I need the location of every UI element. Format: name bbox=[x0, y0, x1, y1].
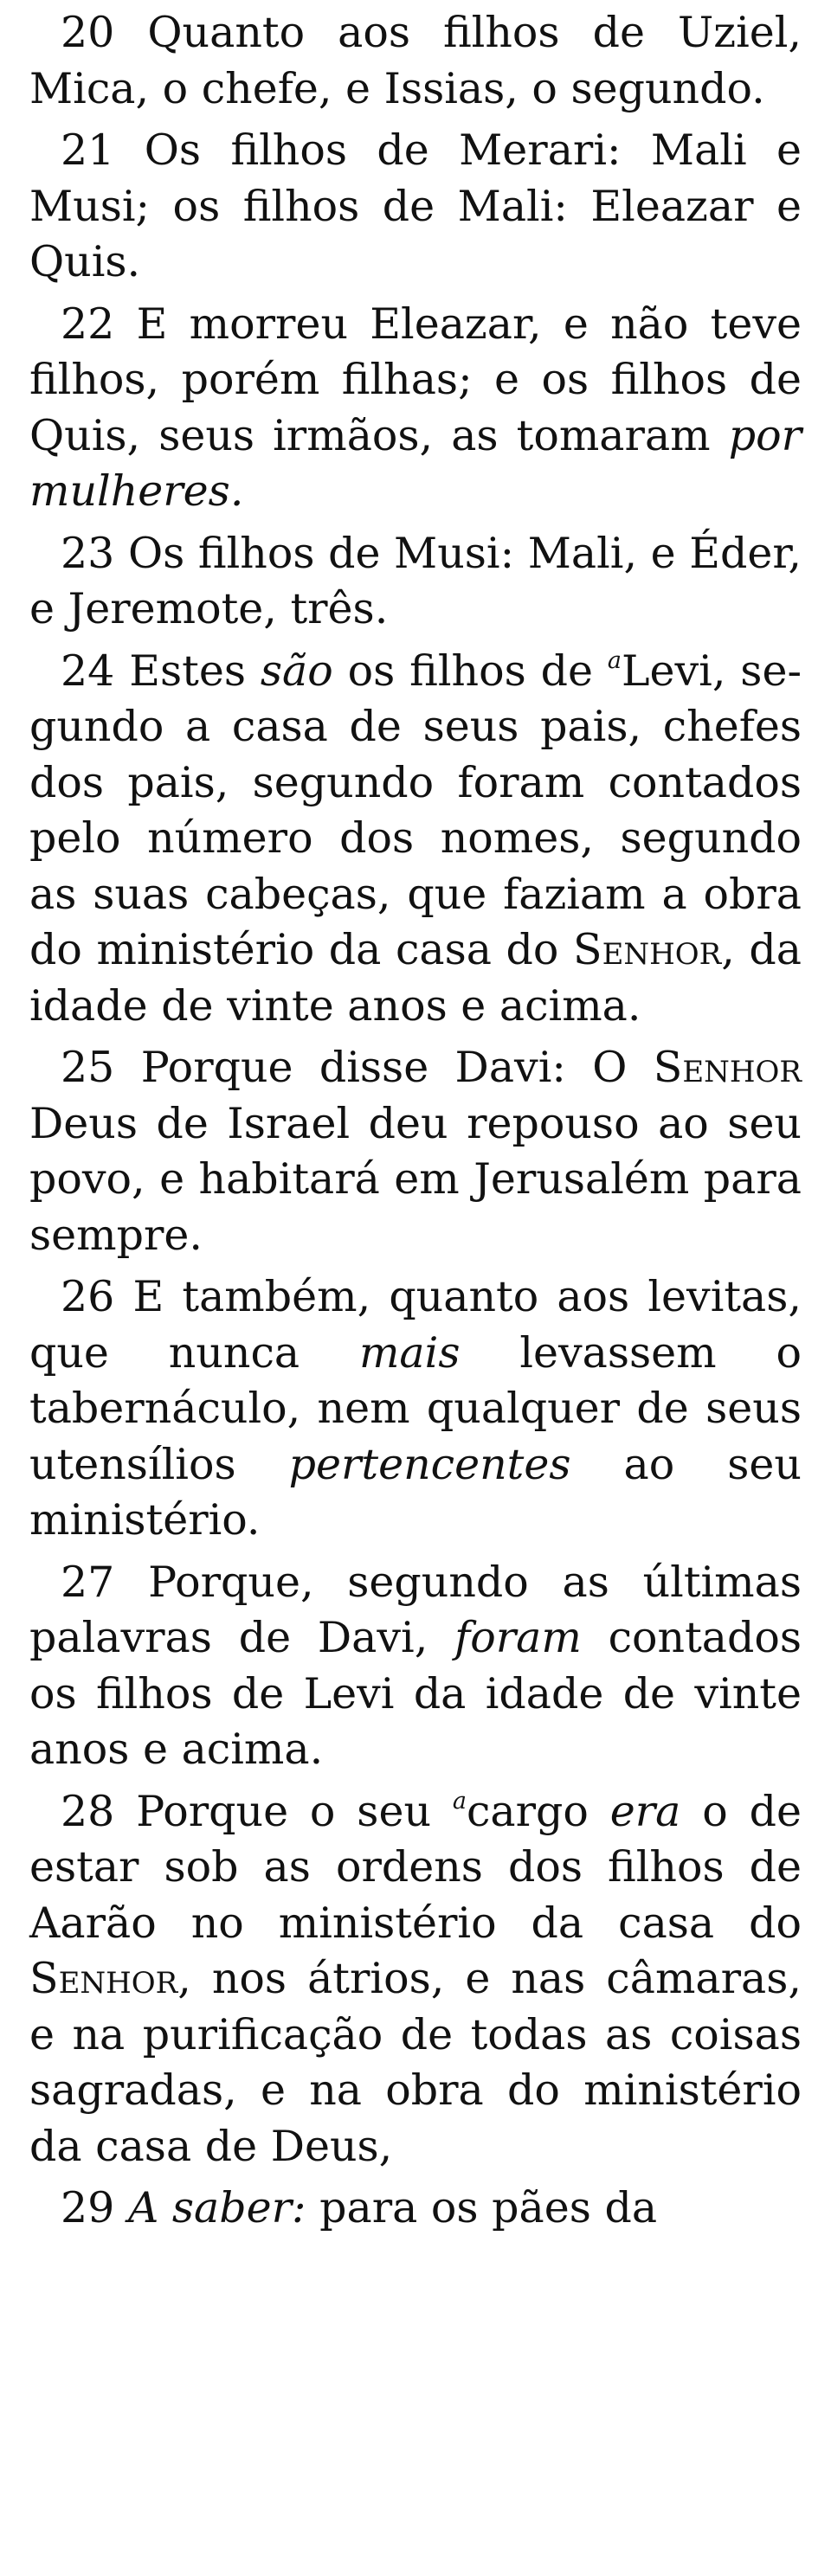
italic-supplied-words: por mulheres. bbox=[29, 410, 802, 516]
verse-text: Os filhos de Merari: Mali e Musi; os filhos de Mali: Eleazar e Quis. bbox=[29, 125, 802, 286]
verse-text: Quanto aos filhos de Uziel, Mica, o chefe, e Issias, o segundo. bbox=[29, 8, 802, 113]
lord-small-caps: Senhor bbox=[573, 925, 722, 974]
verse-text: Porque disse Davi: O bbox=[140, 1043, 654, 1092]
verse-number: 21 bbox=[61, 125, 115, 175]
verse-21 bbox=[29, 123, 802, 291]
verse-text: o de estar sob as ordens dos filhos de Aarão no ministério da casa do bbox=[29, 1786, 802, 1948]
italic-supplied-words: mais bbox=[358, 1327, 461, 1378]
verse-number: 29 bbox=[61, 2183, 115, 2232]
verse-22 bbox=[29, 297, 802, 520]
verse-text: contados os filhos de Levi da idade de vinte anos e acima. bbox=[29, 1613, 802, 1774]
lord-small-caps: Senhor bbox=[29, 1954, 178, 2003]
verse-26 bbox=[29, 1269, 802, 1549]
verse-29 bbox=[29, 2181, 802, 2237]
italic-supplied-words: A saber: bbox=[127, 2183, 306, 2232]
verse-25 bbox=[29, 1040, 802, 1263]
verse-text: Estes bbox=[129, 646, 261, 696]
verse-27 bbox=[29, 1555, 802, 1778]
verse-24 bbox=[29, 644, 802, 1035]
lord-small-caps: Senhor bbox=[653, 1043, 802, 1092]
verse-number: 22 bbox=[61, 299, 115, 349]
italic-supplied-words: pertencentes bbox=[288, 1439, 571, 1489]
verse-text: ao seu ministério. bbox=[29, 1439, 802, 1545]
verse-20 bbox=[29, 5, 802, 117]
verse-number: 23 bbox=[61, 528, 115, 578]
verse-text: Deus de Israel deu repouso ao seu povo, e habitará em Jerusalém para sempre. bbox=[29, 1098, 802, 1260]
verse-number: 27 bbox=[61, 1557, 115, 1607]
verse-28 bbox=[29, 1784, 802, 2175]
verse-text: Porque, segundo as últimas palavras de Davi, bbox=[29, 1557, 802, 1662]
verse-text: , nos átrios, e nas câmaras, e na purificação de todas as coisas sagradas, e na obra do ministério da casa de Deus, bbox=[29, 1954, 802, 2171]
verse-text: para os pães da bbox=[306, 2183, 658, 2232]
italic-supplied-words: era bbox=[609, 1786, 681, 1836]
verse-number: 24 bbox=[61, 646, 115, 696]
verse-23 bbox=[29, 526, 802, 638]
verse-text: cargo bbox=[466, 1786, 610, 1836]
verse-number: 28 bbox=[61, 1786, 115, 1836]
italic-supplied-words: foram bbox=[454, 1613, 582, 1662]
verse-number: 20 bbox=[61, 8, 115, 57]
footnote-marker[interactable]: a bbox=[607, 646, 622, 674]
verse-text: levassem o tabernáculo, nem qualquer de seus utensílios bbox=[29, 1327, 802, 1489]
footnote-marker[interactable]: a bbox=[452, 1787, 467, 1815]
verse-text: Os filhos de Musi: Mali, e Éder, e Jeremote, três. bbox=[29, 528, 802, 633]
verse-text: Porque o seu bbox=[136, 1786, 453, 1836]
verse-text: os filhos de bbox=[332, 646, 608, 696]
verse-text: , da idade de vinte anos e acima. bbox=[29, 925, 802, 1031]
italic-supplied-words: são bbox=[260, 646, 333, 696]
verse-text: E também, quanto aos levitas, que nunca bbox=[29, 1272, 802, 1378]
verse-number: 25 bbox=[61, 1043, 115, 1092]
verse-text: Levi, segundo a casa de seus pais, chefes dos pais, segundo foram contados pelo número dos nomes, segundo as suas cabeças, que faziam a obra do ministério da casa do bbox=[29, 646, 802, 974]
verse-text: E morreu Eleazar, e não teve filhos, porém filhas; e os filhos de Quis, seus irmãos, as tomaram bbox=[29, 299, 802, 460]
verse-number: 26 bbox=[61, 1272, 115, 1321]
